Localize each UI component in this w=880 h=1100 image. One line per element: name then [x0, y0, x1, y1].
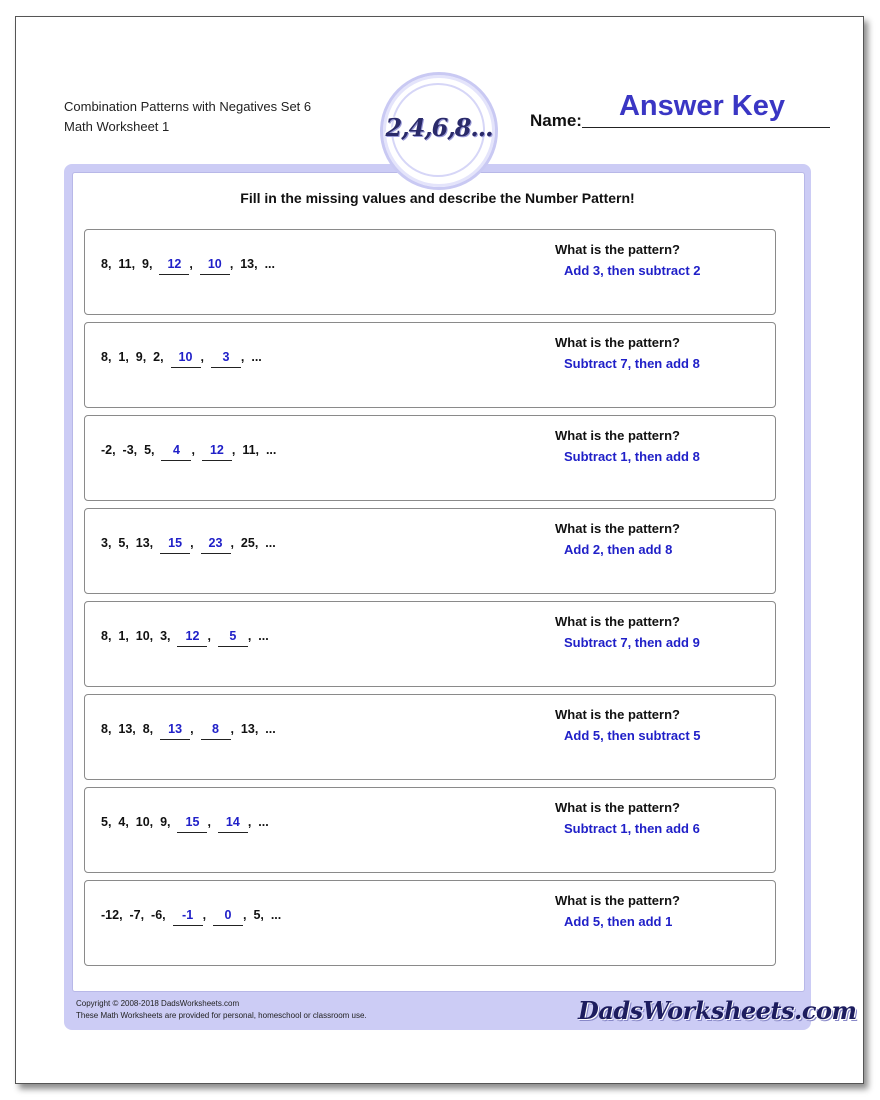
answer-blank: 10	[171, 350, 201, 368]
comma-separator: ,	[247, 815, 259, 829]
sequence	[101, 536, 276, 554]
sequence-term: 3	[101, 536, 108, 550]
comma-separator: ,	[254, 536, 266, 550]
sequence	[101, 815, 269, 833]
sequence-term: 1	[118, 350, 126, 364]
comma-separator: ,	[112, 443, 123, 457]
sequence-term: 3	[160, 629, 168, 643]
sequence-ellipsis: ...	[265, 536, 276, 550]
sequence	[101, 350, 262, 368]
pattern-question: What is the pattern?	[555, 335, 680, 350]
comma-separator: ,	[133, 443, 145, 457]
worksheet-title	[64, 97, 311, 137]
sequence-term: -12	[101, 908, 120, 922]
answer-blank: 5	[218, 629, 248, 647]
answer-blank: 4	[161, 443, 191, 461]
name-line	[582, 127, 830, 128]
comma-separator: ,	[131, 257, 143, 271]
sequence-term: 8	[101, 257, 108, 271]
sequence-term: 5	[101, 815, 108, 829]
comma-separator: ,	[230, 722, 241, 736]
sequence-term: 11	[242, 443, 256, 457]
sequence-term: 8	[101, 722, 108, 736]
sequence-ellipsis: ...	[258, 815, 269, 829]
sequence-term: -6	[151, 908, 163, 922]
comma-separator: ,	[167, 629, 178, 643]
pattern-answer: Subtract 7, then add 8	[564, 356, 700, 371]
sequence-term: 8	[142, 722, 150, 736]
sequence-ellipsis: ...	[264, 257, 275, 271]
answer-key-text: Answer Key	[618, 90, 785, 122]
answer-blank: 15	[160, 536, 190, 554]
problem-box	[84, 694, 776, 780]
logo-badge	[380, 72, 498, 190]
problem-box	[84, 880, 776, 966]
pattern-answer: Add 5, then add 1	[564, 914, 673, 929]
comma-separator: ,	[162, 908, 173, 922]
name-label: Name:	[530, 111, 582, 130]
sequence-ellipsis: ...	[258, 629, 269, 643]
comma-separator: ,	[255, 443, 266, 457]
sequence	[101, 257, 275, 275]
sequence-term: 9	[160, 815, 168, 829]
pattern-answer: Subtract 1, then add 6	[564, 821, 700, 836]
sequence-ellipsis: ...	[265, 722, 276, 736]
answer-blank: 15	[177, 815, 207, 833]
pattern-question: What is the pattern?	[555, 242, 680, 257]
sequence-ellipsis: ...	[265, 443, 277, 457]
answer-blank: 12	[202, 443, 232, 461]
sequence-ellipsis: ...	[270, 908, 282, 922]
answer-blank: 12	[177, 629, 207, 647]
pattern-answer: Add 3, then subtract 2	[564, 263, 701, 278]
problem-box	[84, 601, 776, 687]
sequence-term: 4	[118, 815, 126, 829]
pattern-question: What is the pattern?	[555, 428, 680, 443]
problem-box	[84, 322, 776, 408]
answer-blank: 10	[200, 257, 230, 275]
comma-separator: ,	[200, 350, 211, 364]
comma-separator: ,	[107, 350, 119, 364]
sequence-term: -2	[101, 443, 113, 457]
comma-separator: ,	[107, 722, 119, 736]
comma-separator: ,	[247, 629, 259, 643]
worksheet-title-line1: Combination Patterns with Negatives Set 6	[64, 99, 312, 114]
comma-separator: ,	[125, 629, 136, 643]
comma-separator: ,	[243, 908, 254, 922]
sequence-term: 8	[101, 629, 108, 643]
comma-separator: ,	[142, 350, 154, 364]
comma-separator: ,	[140, 908, 152, 922]
comma-separator: ,	[132, 722, 143, 736]
pattern-question: What is the pattern?	[555, 800, 680, 815]
comma-separator: ,	[207, 815, 218, 829]
comma-separator: ,	[231, 443, 243, 457]
sequence-term: 2	[153, 350, 161, 364]
comma-separator: ,	[189, 257, 200, 271]
comma-separator: ,	[149, 629, 161, 643]
comma-separator: ,	[149, 536, 161, 550]
pattern-question: What is the pattern?	[555, 614, 680, 629]
answer-blank: 8	[201, 722, 231, 740]
sequence-term: 10	[135, 815, 150, 829]
sequence-term: 9	[142, 257, 149, 271]
pattern-question: What is the pattern?	[555, 707, 680, 722]
comma-separator: ,	[151, 443, 162, 457]
comma-separator: ,	[167, 815, 178, 829]
answer-blank: 12	[159, 257, 189, 275]
instructions: Fill in the missing values and describe the Number Pattern!	[240, 190, 635, 206]
comma-separator: ,	[191, 443, 202, 457]
sequence	[101, 908, 281, 926]
sequence-term: 13	[135, 536, 150, 550]
sequence-term: -3	[122, 443, 134, 457]
comma-separator: ,	[230, 536, 241, 550]
comma-separator: ,	[260, 908, 271, 922]
pattern-question: What is the pattern?	[555, 893, 680, 908]
comma-separator: ,	[107, 629, 119, 643]
comma-separator: ,	[125, 815, 136, 829]
footer-brand-logo: DadsWorksheets.com	[578, 996, 857, 1025]
worksheet-title-line2: Math Worksheet 1	[64, 119, 170, 134]
sequence-term: 25	[240, 536, 255, 550]
comma-separator: ,	[125, 536, 136, 550]
answer-blank: 3	[211, 350, 241, 368]
comma-separator: ,	[229, 257, 241, 271]
comma-separator: ,	[148, 257, 160, 271]
pattern-answer: Add 2, then add 8	[564, 542, 673, 557]
comma-separator: ,	[107, 815, 119, 829]
sequence-ellipsis: ...	[251, 350, 262, 364]
comma-separator: ,	[149, 815, 161, 829]
comma-separator: ,	[107, 536, 119, 550]
sequence-term: 8	[101, 350, 108, 364]
comma-separator: ,	[149, 722, 161, 736]
comma-separator: ,	[107, 257, 119, 271]
pattern-answer: Subtract 7, then add 9	[564, 635, 700, 650]
sequence-term: 5	[253, 908, 261, 922]
sequence	[101, 443, 276, 461]
answer-blank: -1	[173, 908, 203, 926]
sequence-term: 10	[135, 629, 150, 643]
problem-box	[84, 508, 776, 594]
sequence	[101, 629, 269, 647]
copyright-text: Copyright © 2008-2018 DadsWorksheets.com	[76, 999, 240, 1008]
sequence	[101, 722, 276, 740]
answer-blank: 13	[160, 722, 190, 740]
problem-box	[84, 415, 776, 501]
comma-separator: ,	[160, 350, 171, 364]
comma-separator: ,	[254, 257, 265, 271]
comma-separator: ,	[190, 722, 201, 736]
answer-blank: 23	[201, 536, 231, 554]
footer-text	[76, 998, 367, 1022]
answer-blank: 0	[213, 908, 243, 926]
pattern-answer: Add 5, then subtract 5	[564, 728, 701, 743]
comma-separator: ,	[125, 350, 136, 364]
answer-blank: 14	[218, 815, 248, 833]
comma-separator: ,	[240, 350, 252, 364]
comma-separator: ,	[202, 908, 214, 922]
logo-text: 2,4,6,8...	[385, 113, 493, 142]
sequence-term: 5	[118, 536, 126, 550]
comma-separator: ,	[190, 536, 201, 550]
sequence-term: 9	[135, 350, 143, 364]
sequence-term: 13	[240, 257, 255, 271]
sequence-term: 13	[118, 722, 133, 736]
usage-notice: These Math Worksheets are provided for personal, homeschool or classroom use.	[76, 1011, 367, 1020]
sequence-term: 1	[118, 629, 126, 643]
sequence-term: 11	[118, 257, 132, 271]
sequence-term: -7	[129, 908, 141, 922]
comma-separator: ,	[207, 629, 218, 643]
problem-box	[84, 787, 776, 873]
pattern-question: What is the pattern?	[555, 521, 680, 536]
sequence-term: 5	[144, 443, 152, 457]
pattern-answer: Subtract 1, then add 8	[564, 449, 700, 464]
sequence-term: 13	[240, 722, 255, 736]
comma-separator: ,	[119, 908, 130, 922]
comma-separator: ,	[254, 722, 266, 736]
problem-box	[84, 229, 776, 315]
